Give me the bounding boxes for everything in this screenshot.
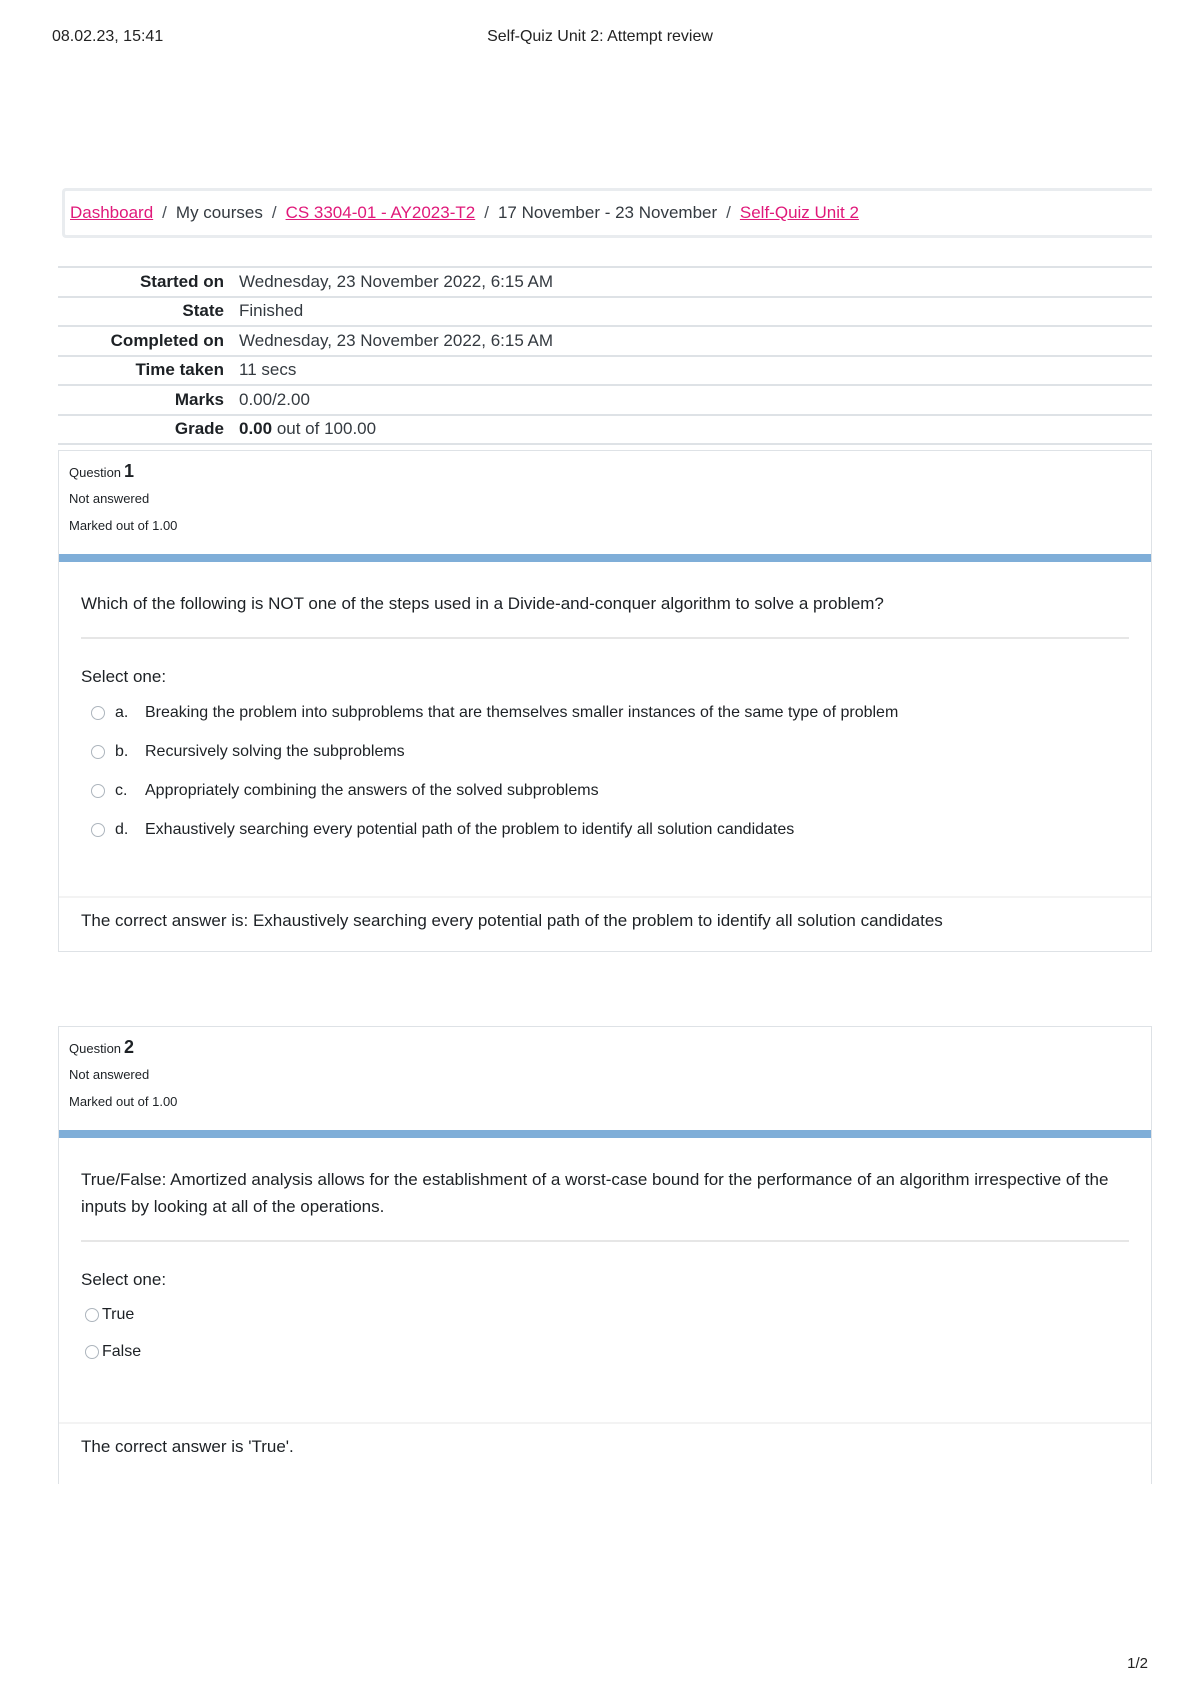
question-1 [58,450,1152,952]
breadcrumb-separator: / [162,203,167,222]
correct-answer-text: The correct answer is: Exhaustively searching every potential path of the problem to identify all solution candidates [81,911,943,930]
answer-option-a[interactable] [81,693,1129,732]
question-number-value: 2 [124,1037,135,1057]
question-marked: Marked out of 1.00 [69,1094,178,1109]
summary-label: Time taken [135,360,224,380]
radio-button[interactable] [91,706,105,720]
breadcrumb-week: 17 November - 23 November [497,203,718,222]
question-marked: Marked out of 1.00 [69,518,178,533]
option-text: False [102,1342,142,1360]
option-letter: b. [115,742,129,760]
radio-button[interactable] [91,784,105,798]
question-state: Not answered [69,1067,150,1082]
correct-answer-text: The correct answer is 'True'. [81,1437,294,1456]
select-one-prompt: Select one: [81,1270,167,1289]
breadcrumb-separator: / [484,203,489,222]
question-info [59,1027,1151,1130]
print-header [52,28,1148,50]
answer-option-c[interactable] [81,771,1129,810]
option-text: Appropriately combining the answers of the solved subproblems [145,781,599,799]
option-text: Breaking the problem into subproblems that are themselves smaller instances of the same type of problem [145,703,899,721]
print-date: 08.02.23, 15:41 [52,28,164,45]
breadcrumb-dashboard-link[interactable]: Dashboard [70,203,154,222]
summary-row-started [58,267,1152,297]
answer-option-b[interactable] [81,732,1129,771]
summary-label: Started on [139,271,224,291]
summary-row-marks [58,385,1152,415]
breadcrumb-separator: / [726,203,731,222]
question-feedback [59,1422,1151,1482]
summary-label: State [182,301,224,321]
answer-option-true[interactable] [81,1296,1129,1333]
summary-row-state [58,297,1152,327]
summary-value [233,415,1152,445]
breadcrumb-course-link[interactable]: CS 3304-01 - AY2023-T2 [285,203,476,222]
question-text: True/False: Amortized analysis allows for the establishment of a worst-case bound for the performance of an algorithm irrespective of the inputs by looking at all of the operations. [81,1170,1109,1216]
grade-value: 0.00 [239,419,273,439]
summary-row-time-taken [58,356,1152,386]
answer-option-false[interactable] [81,1333,1129,1370]
question-number-value: 1 [124,461,135,481]
breadcrumb-quiz-link[interactable]: Self-Quiz Unit 2 [739,203,859,222]
summary-value: 11 secs [239,360,297,380]
question-label: Question [69,1041,122,1056]
radio-button[interactable] [91,745,105,759]
summary-value: Wednesday, 23 November 2022, 6:15 AM [239,330,554,350]
summary-label: Grade [174,419,224,439]
breadcrumb-my-courses: My courses [175,203,263,222]
question-feedback [59,896,1151,951]
radio-button[interactable] [85,1308,99,1322]
question-number [69,461,1141,482]
option-letter: c. [115,781,128,799]
summary-row-completed [58,326,1152,356]
answer-option-d[interactable] [81,810,1129,849]
summary-label: Marks [174,389,224,409]
select-one-prompt: Select one: [81,667,167,686]
summary-value: Finished [239,301,304,321]
question-info [59,451,1151,554]
summary-value: Wednesday, 23 November 2022, 6:15 AM [239,271,554,291]
question-text: Which of the following is NOT one of the steps used in a Divide-and-conquer algorithm to solve a problem? [81,594,884,613]
summary-row-grade [58,415,1152,445]
question-2 [58,1026,1152,1484]
radio-button[interactable] [85,1345,99,1359]
option-text: Exhaustively searching every potential path of the problem to identify all solution candidates [145,820,795,838]
question-state: Not answered [69,491,150,506]
option-letter: a. [115,703,129,721]
summary-label: Completed on [110,330,224,350]
summary-value: 0.00/2.00 [239,389,310,409]
print-title: Self-Quiz Unit 2: Attempt review [487,28,713,45]
page-number: 1/2 [1127,1655,1148,1672]
question-content [59,554,1151,849]
option-text: True [102,1305,135,1323]
question-label: Question [69,465,122,480]
option-letter: d. [115,820,129,838]
grade-suffix: out of 100.00 [276,419,377,439]
attempt-summary-table [58,266,1152,445]
breadcrumb-separator: / [271,203,277,222]
question-divider [81,1240,1129,1242]
breadcrumb [62,188,1152,238]
radio-button[interactable] [91,823,105,837]
question-content [59,1130,1151,1370]
option-text: Recursively solving the subproblems [145,742,405,760]
question-number [69,1037,1141,1058]
question-divider [81,637,1129,639]
